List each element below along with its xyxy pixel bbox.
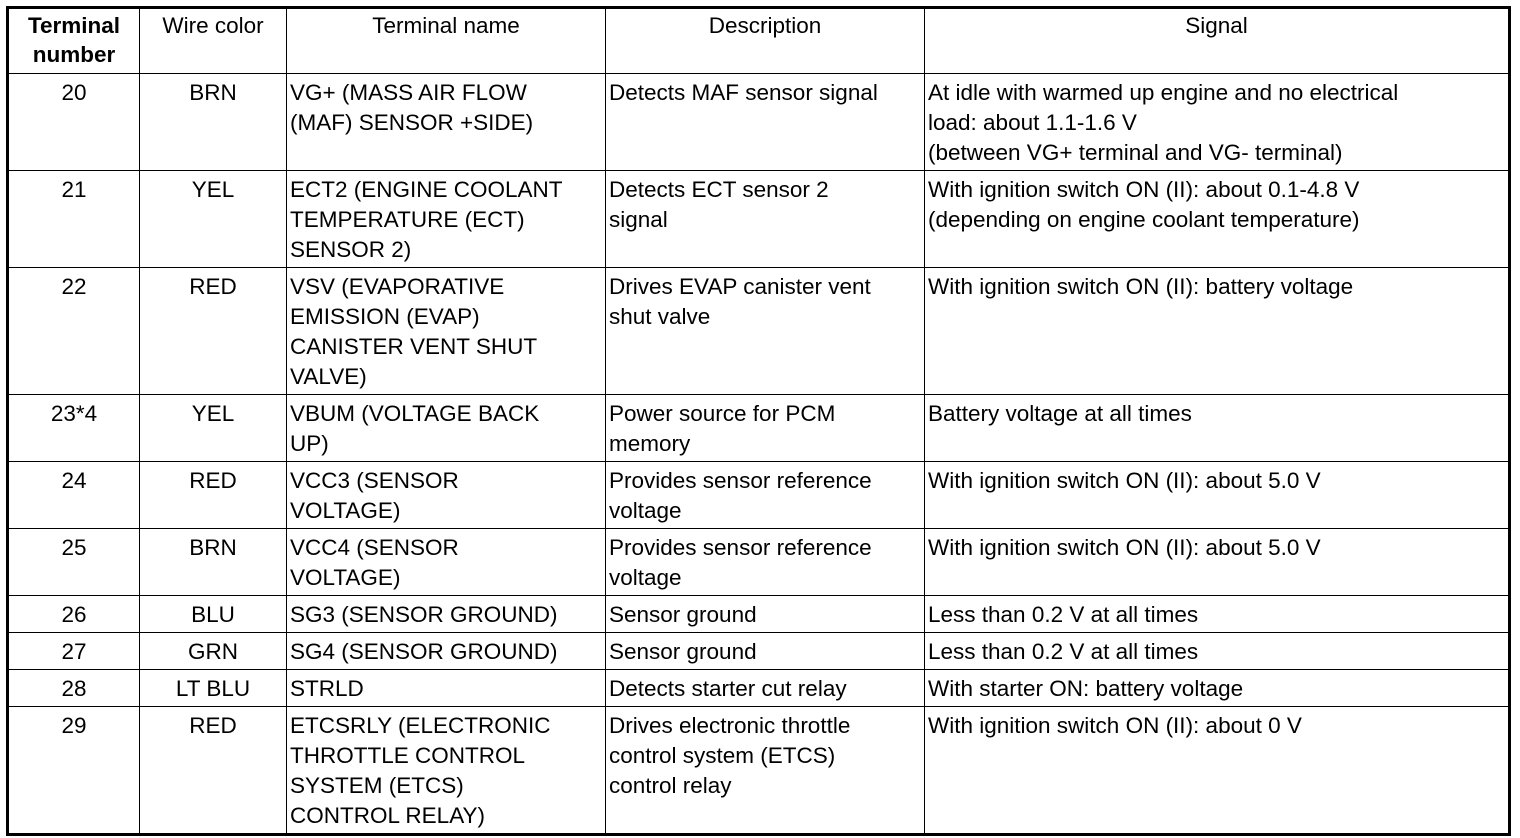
table-body <box>8 74 1510 835</box>
wire-color-cell: GRN <box>140 633 287 670</box>
description-cell: Provides sensor reference voltage <box>606 529 925 596</box>
table-row <box>8 596 1510 633</box>
description-cell: Drives electronic throttle control system (ETCS) control relay <box>606 707 925 835</box>
description-cell: Sensor ground <box>606 596 925 633</box>
signal-cell: With ignition switch ON (II): battery voltage <box>925 268 1510 395</box>
terminal-table <box>6 6 1511 836</box>
header-signal: Signal <box>925 8 1510 74</box>
description-cell: Power source for PCM memory <box>606 395 925 462</box>
wire-color-cell: YEL <box>140 171 287 268</box>
terminal-number-cell: 22 <box>8 268 140 395</box>
terminal-number-cell: 20 <box>8 74 140 171</box>
signal-cell: Less than 0.2 V at all times <box>925 596 1510 633</box>
terminal-name-cell: STRLD <box>287 670 606 707</box>
signal-cell: Less than 0.2 V at all times <box>925 633 1510 670</box>
table-row <box>8 171 1510 268</box>
header-terminal-name: Terminal name <box>287 8 606 74</box>
terminal-number-cell: 26 <box>8 596 140 633</box>
description-cell: Sensor ground <box>606 633 925 670</box>
wire-color-cell: BLU <box>140 596 287 633</box>
signal-cell: With starter ON: battery voltage <box>925 670 1510 707</box>
description-cell: Detects ECT sensor 2 signal <box>606 171 925 268</box>
terminal-name-cell: VCC3 (SENSOR VOLTAGE) <box>287 462 606 529</box>
header-description: Description <box>606 8 925 74</box>
terminal-name-cell: SG4 (SENSOR GROUND) <box>287 633 606 670</box>
terminal-number-cell: 27 <box>8 633 140 670</box>
table-row <box>8 462 1510 529</box>
signal-cell: With ignition switch ON (II): about 5.0 V <box>925 529 1510 596</box>
wire-color-cell: RED <box>140 707 287 835</box>
terminal-number-cell: 21 <box>8 171 140 268</box>
table-header <box>8 8 1510 74</box>
header-row <box>8 8 1510 74</box>
terminal-name-cell: VSV (EVAPORATIVE EMISSION (EVAP) CANISTER VENT SHUT VALVE) <box>287 268 606 395</box>
terminal-number-cell: 24 <box>8 462 140 529</box>
terminal-name-cell: VBUM (VOLTAGE BACK UP) <box>287 395 606 462</box>
description-cell: Drives EVAP canister vent shut valve <box>606 268 925 395</box>
header-terminal-number: Terminal number <box>8 8 140 74</box>
description-cell: Detects starter cut relay <box>606 670 925 707</box>
terminal-number-cell: 28 <box>8 670 140 707</box>
terminal-name-cell: ECT2 (ENGINE COOLANT TEMPERATURE (ECT) SENSOR 2) <box>287 171 606 268</box>
table-row <box>8 707 1510 835</box>
description-cell: Provides sensor reference voltage <box>606 462 925 529</box>
signal-cell: With ignition switch ON (II): about 0 V <box>925 707 1510 835</box>
wire-color-cell: LT BLU <box>140 670 287 707</box>
header-wire-color: Wire color <box>140 8 287 74</box>
terminal-name-cell: SG3 (SENSOR GROUND) <box>287 596 606 633</box>
wire-color-cell: YEL <box>140 395 287 462</box>
terminal-number-cell: 23*4 <box>8 395 140 462</box>
description-cell: Detects MAF sensor signal <box>606 74 925 171</box>
table-row <box>8 670 1510 707</box>
table-row <box>8 268 1510 395</box>
signal-cell: With ignition switch ON (II): about 0.1-4.8 V (depending on engine coolant temperature) <box>925 171 1510 268</box>
wire-color-cell: BRN <box>140 529 287 596</box>
terminal-number-cell: 29 <box>8 707 140 835</box>
signal-cell: With ignition switch ON (II): about 5.0 V <box>925 462 1510 529</box>
terminal-name-cell: VCC4 (SENSOR VOLTAGE) <box>287 529 606 596</box>
signal-cell: At idle with warmed up engine and no electrical load: about 1.1-1.6 V (between VG+ terminal and VG- terminal) <box>925 74 1510 171</box>
terminal-number-cell: 25 <box>8 529 140 596</box>
signal-cell: Battery voltage at all times <box>925 395 1510 462</box>
terminal-name-cell: VG+ (MASS AIR FLOW (MAF) SENSOR +SIDE) <box>287 74 606 171</box>
table-row <box>8 395 1510 462</box>
wire-color-cell: RED <box>140 462 287 529</box>
table-row <box>8 633 1510 670</box>
wire-color-cell: RED <box>140 268 287 395</box>
terminal-name-cell: ETCSRLY (ELECTRONIC THROTTLE CONTROL SYSTEM (ETCS) CONTROL RELAY) <box>287 707 606 835</box>
table-row <box>8 74 1510 171</box>
table-row <box>8 529 1510 596</box>
wire-color-cell: BRN <box>140 74 287 171</box>
